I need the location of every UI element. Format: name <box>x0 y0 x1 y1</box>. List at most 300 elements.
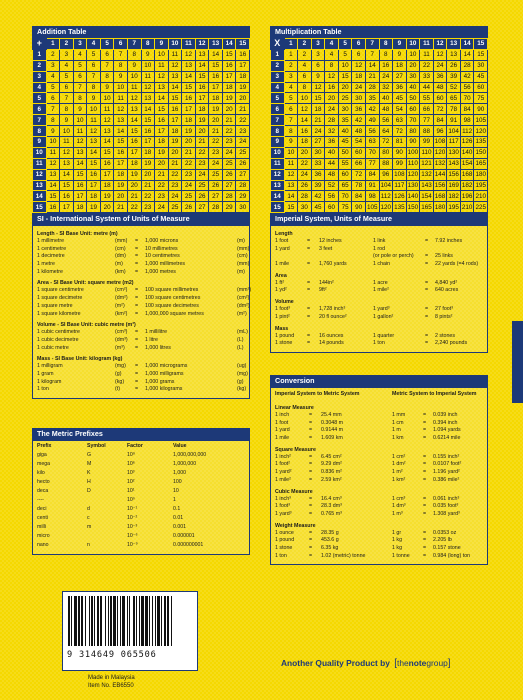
si-unit-row <box>37 287 252 295</box>
imperial-unit-cell: (or pole or perch) <box>373 253 414 260</box>
multiplication-cell: 12 <box>433 49 447 60</box>
multiplication-cell: 180 <box>475 171 486 179</box>
si-unit-cell: 1,000 millimetres <box>145 261 186 268</box>
conversion-cell: 6.45 cm² <box>321 453 342 460</box>
addition-cell: 14 <box>195 60 209 71</box>
conversion-cell: = <box>309 469 313 476</box>
si-unit-cell: 10 centimetres <box>145 253 180 260</box>
multiplication-cell: 55 <box>420 93 434 104</box>
multiplication-cell: 50 <box>338 147 352 158</box>
conversion-cell: 28.3 dm³ <box>321 503 342 510</box>
metric-prefixes-body <box>32 440 250 555</box>
addition-table <box>32 38 250 213</box>
conversion-cell: = <box>309 529 313 536</box>
multiplication-cell: 60 <box>325 202 339 213</box>
multiplication-row <box>271 71 488 82</box>
si-unit-cell: (g) <box>237 378 244 385</box>
imperial-unit-row <box>275 333 483 341</box>
addition-cell: 6 <box>100 49 114 60</box>
imperial-unit-cell: 27 foot³ <box>435 306 453 313</box>
multiplication-cell: 44 <box>325 158 339 169</box>
si-unit-cell: (L) <box>237 336 244 343</box>
addition-cell: 18 <box>236 71 250 82</box>
addition-cell: 11 <box>168 49 182 60</box>
si-section-heading: Length - SI Base Unit: metre (m) <box>37 231 118 237</box>
addition-cell: 15 <box>127 126 141 137</box>
addition-column-header: 9 <box>155 39 169 50</box>
prefix-cell: 0.000000001 <box>173 542 204 548</box>
imperial-body <box>270 225 488 353</box>
multiplication-cell: 56 <box>365 126 379 137</box>
multiplication-cell: 169 <box>448 182 459 190</box>
addition-cell: 16 <box>209 71 223 82</box>
addition-cell: 15 <box>73 169 87 180</box>
addition-cell: 8 <box>100 71 114 82</box>
addition-cell: 26 <box>195 191 209 202</box>
conversion-cell: 1 inch <box>275 412 290 418</box>
multiplication-cell: 48 <box>433 82 447 93</box>
addition-cell: 13 <box>73 147 87 158</box>
multiplication-row <box>271 169 488 180</box>
addition-cell: 24 <box>222 147 236 158</box>
multiplication-table <box>270 38 488 213</box>
multiplication-cell: 140 <box>461 149 473 157</box>
addition-cell: 19 <box>209 104 223 115</box>
prefix-cell: m <box>87 524 92 530</box>
addition-row <box>33 60 250 71</box>
si-unit-cell: (dm) <box>115 253 126 260</box>
si-unit-cell: 1,000 litres <box>145 344 171 351</box>
addition-cell: 10 <box>155 49 169 60</box>
multiplication-cell: 36 <box>433 71 447 82</box>
addition-row-header: 6 <box>33 104 47 115</box>
addition-cell: 9 <box>46 126 60 137</box>
multiplication-cell: 60 <box>474 82 488 93</box>
multiplication-cell: 2 <box>298 49 312 60</box>
imperial-unit-row <box>275 253 483 261</box>
multiplication-row-header: 13 <box>271 180 285 191</box>
addition-cell: 29 <box>236 191 250 202</box>
addition-cell: 24 <box>209 158 223 169</box>
addition-cell: 23 <box>182 169 196 180</box>
addition-cell: 23 <box>168 180 182 191</box>
conversion-cell: 1 km² <box>392 476 406 483</box>
conversion-cell: = <box>423 476 427 483</box>
addition-cell: 27 <box>222 180 236 191</box>
multiplication-row-header: 11 <box>271 158 285 169</box>
addition-cell: 11 <box>100 104 114 115</box>
conversion-cell: = <box>423 453 427 460</box>
imperial-unit-cell: 2,240 pounds <box>435 340 468 347</box>
imperial-unit-cell: 20 fl ounce² <box>319 313 347 320</box>
multiplication-column-header: 11 <box>420 39 434 50</box>
addition-table-panel <box>32 26 250 213</box>
conversion-cell: 1 inch² <box>275 453 291 460</box>
multiplication-cell: 56 <box>460 82 474 93</box>
multiplication-cell: 156 <box>434 182 446 190</box>
multiplication-cell: 60 <box>352 147 366 158</box>
si-unit-cell: (cm) <box>237 253 248 260</box>
multiplication-cell: 180 <box>434 203 446 211</box>
addition-cell: 17 <box>209 82 223 93</box>
multiplication-cell: 182 <box>448 192 459 200</box>
addition-column-header: 4 <box>87 39 101 50</box>
multiplication-cell: 30 <box>352 93 366 104</box>
si-unit-cell: 100 square millimetres <box>145 287 199 294</box>
multiplication-cell: 120 <box>434 149 446 157</box>
addition-cell: 19 <box>100 191 114 202</box>
multiplication-cell: 11 <box>284 158 298 169</box>
si-unit-cell: = <box>135 245 139 252</box>
addition-cell: 7 <box>60 93 74 104</box>
conversion-cell: 0.3048 m <box>321 419 344 426</box>
imperial-unit-row <box>275 340 483 348</box>
multiplication-column-header: 15 <box>474 39 488 50</box>
addition-row <box>33 137 250 148</box>
conversion-cell: = <box>309 503 313 510</box>
multiplication-cell: 60 <box>433 93 447 104</box>
multiplication-cell: 12 <box>298 104 312 115</box>
si-unit-cell: (t) <box>115 386 120 393</box>
si-unit-cell: 1 kilometre <box>37 268 63 275</box>
conversion-row <box>275 545 483 553</box>
made-in-label: Made in Malaysia <box>88 675 135 681</box>
multiplication-cell: 16 <box>379 60 393 71</box>
addition-cell: 22 <box>168 169 182 180</box>
multiplication-cell: 52 <box>447 82 461 93</box>
multiplication-cell: 10 <box>338 60 352 71</box>
prefix-cell: 1 <box>173 497 176 503</box>
si-unit-cell: 1 square centimetre <box>37 287 84 294</box>
multiplication-cell: 154 <box>461 160 473 168</box>
multiplication-cell: 98 <box>460 115 474 126</box>
addition-cell: 8 <box>114 60 128 71</box>
addition-cell: 25 <box>222 158 236 169</box>
conversion-cell: = <box>309 476 313 483</box>
addition-cell: 22 <box>155 180 169 191</box>
conversion-cell: 1 cm³ <box>392 495 406 502</box>
addition-cell: 20 <box>155 158 169 169</box>
conversion-cell: 1.308 yard³ <box>433 510 460 517</box>
multiplication-cell: 132 <box>421 171 432 179</box>
addition-cell: 17 <box>168 115 182 126</box>
addition-row <box>33 126 250 137</box>
addition-cell: 20 <box>127 180 141 191</box>
multiplication-cell: 3 <box>311 49 325 60</box>
addition-cell: 13 <box>46 169 60 180</box>
addition-cell: 11 <box>46 147 60 158</box>
multiplication-cell: 130 <box>448 149 459 157</box>
multiplication-operator-cell: X <box>271 39 285 50</box>
multiplication-cell: 48 <box>379 104 393 115</box>
conversion-cell: = <box>423 412 427 418</box>
addition-cell: 2 <box>46 49 60 60</box>
multiplication-cell: 78 <box>447 104 461 115</box>
conversion-cell: 0.765 m³ <box>321 510 342 517</box>
si-unit-cell: (ug) <box>237 363 247 370</box>
addition-cell: 8 <box>46 115 60 126</box>
multiplication-cell: 15 <box>311 93 325 104</box>
multiplication-cell: 98 <box>365 191 379 202</box>
conversion-cell: 0.039 inch <box>433 412 458 418</box>
multiplication-cell: 91 <box>447 115 461 126</box>
si-unit-cell: (cm³) <box>115 329 128 336</box>
addition-table-title: Addition Table <box>32 26 250 38</box>
prefix-column-header: Factor <box>127 443 143 449</box>
multiplication-cell: 15 <box>284 202 298 213</box>
multiplication-cell: 104 <box>380 182 392 190</box>
addition-cell: 17 <box>141 137 155 148</box>
conversion-cell: 1 gr <box>392 529 402 536</box>
imperial-unit-cell: 1 ft² <box>275 279 285 286</box>
multiplication-cell: 26 <box>298 180 312 191</box>
addition-cell: 18 <box>222 82 236 93</box>
si-unit-cell: (mg) <box>237 370 248 377</box>
si-unit-row <box>37 370 248 379</box>
multiplication-cell: 9 <box>284 137 298 148</box>
si-unit-cell: (mm) <box>237 245 250 252</box>
addition-row-header: 14 <box>33 191 47 202</box>
si-unit-cell: (cm²) <box>237 295 250 302</box>
addition-cell: 16 <box>141 126 155 137</box>
multiplication-row <box>271 104 488 115</box>
addition-cell: 28 <box>209 202 223 213</box>
multiplication-table-panel <box>270 26 488 213</box>
multiplication-cell: 91 <box>365 180 379 191</box>
addition-cell: 7 <box>46 104 60 115</box>
addition-cell: 19 <box>141 158 155 169</box>
addition-cell: 17 <box>60 202 74 213</box>
multiplication-cell: 5 <box>284 93 298 104</box>
addition-cell: 7 <box>100 60 114 71</box>
multiplication-row-header: 15 <box>271 202 285 213</box>
addition-cell: 24 <box>168 191 182 202</box>
conversion-cell: 16.4 cm³ <box>321 495 342 502</box>
addition-cell: 17 <box>222 71 236 82</box>
conversion-cell: 1 mile <box>275 435 290 442</box>
conversion-cell: 1 foot² <box>275 461 291 468</box>
conversion-cell: 0.0107 foot² <box>433 461 462 468</box>
multiplication-cell: 72 <box>352 169 366 180</box>
multiplication-cell: 27 <box>393 71 407 82</box>
multiplication-cell: 168 <box>461 171 473 179</box>
addition-cell: 15 <box>87 158 101 169</box>
si-unit-cell: 1,000,000 square metres <box>145 310 204 317</box>
imperial-unit-cell: = <box>425 313 429 320</box>
metric-to-imperial-heading: Metric System to Imperial System <box>392 391 477 397</box>
barcode-bar <box>172 596 173 646</box>
addition-cell: 17 <box>155 126 169 137</box>
prefix-cell: H <box>87 479 91 485</box>
multiplication-column-header: 4 <box>325 39 339 50</box>
addition-cell: 18 <box>209 93 223 104</box>
conversion-cell: = <box>309 552 313 559</box>
brand-bracket-open: [ <box>394 658 397 669</box>
si-unit-cell: 1,000 metres <box>145 268 176 275</box>
si-unit-cell: (mm) <box>115 238 128 244</box>
conversion-row <box>275 454 483 462</box>
multiplication-cell: 42 <box>460 71 474 82</box>
prefix-row <box>37 470 245 479</box>
multiplication-cell: 12 <box>352 60 366 71</box>
multiplication-column-header: 6 <box>352 39 366 50</box>
imperial-unit-cell: = <box>425 306 429 313</box>
multiplication-row-header: 10 <box>271 147 285 158</box>
si-unit-cell: (kg) <box>115 378 125 385</box>
conversion-cell: = <box>309 419 313 426</box>
si-unit-row <box>37 238 245 246</box>
addition-cell: 19 <box>87 202 101 213</box>
addition-cell: 22 <box>222 126 236 137</box>
addition-cell: 15 <box>195 71 209 82</box>
addition-cell: 17 <box>100 169 114 180</box>
si-unit-cell: 1 cubic decimetre <box>37 336 79 343</box>
multiplication-cell: 10 <box>406 49 420 60</box>
multiplication-cell: 108 <box>434 138 446 146</box>
prefix-cell: n <box>87 542 90 548</box>
multiplication-cell: 42 <box>352 115 366 126</box>
multiplication-cell: 48 <box>352 126 366 137</box>
multiplication-cell: 20 <box>338 82 352 93</box>
addition-row <box>33 158 250 169</box>
si-unit-cell: 1 milligram <box>37 363 63 370</box>
si-unit-cell: = <box>135 386 139 393</box>
si-unit-cell: 10 millimetres <box>145 245 178 252</box>
multiplication-cell: 11 <box>420 49 434 60</box>
multiplication-cell: 25 <box>338 93 352 104</box>
si-unit-cell: 1 millimetre <box>37 238 65 244</box>
si-unit-cell: = <box>135 287 139 294</box>
multiplication-cell: 117 <box>394 182 405 190</box>
prefix-column-header: Value <box>173 443 187 449</box>
addition-cell: 17 <box>114 158 128 169</box>
addition-cell: 16 <box>87 169 101 180</box>
prefix-cell: 0.000001 <box>173 533 195 539</box>
conversion-row <box>275 420 483 428</box>
multiplication-row <box>271 126 488 137</box>
multiplication-cell: 18 <box>298 137 312 148</box>
addition-cell: 10 <box>73 115 87 126</box>
imperial-unit-cell: = <box>425 279 429 286</box>
conversion-cell: = <box>309 435 313 442</box>
multiplication-cell: 45 <box>474 71 488 82</box>
si-unit-cell: 1,000 microns <box>145 238 179 244</box>
addition-cell: 22 <box>182 158 196 169</box>
addition-row-header: 11 <box>33 158 47 169</box>
addition-cell: 15 <box>141 115 155 126</box>
addition-row <box>33 191 250 202</box>
item-number-label: Item No. EB6550 <box>88 683 134 689</box>
multiplication-cell: 18 <box>352 71 366 82</box>
si-unit-cell: = <box>135 329 139 336</box>
addition-cell: 12 <box>87 126 101 137</box>
multiplication-cell: 135 <box>475 138 486 146</box>
multiplication-cell: 24 <box>325 104 339 115</box>
multiplication-cell: 80 <box>379 147 393 158</box>
si-unit-cell: (m³) <box>115 344 125 351</box>
imperial-unit-row <box>275 314 483 322</box>
multiplication-row <box>271 93 488 104</box>
addition-cell: 9 <box>73 104 87 115</box>
imperial-unit-cell: = <box>307 287 311 294</box>
addition-cell: 17 <box>236 60 250 71</box>
multiplication-cell: 4 <box>298 60 312 71</box>
prefix-cell: milli <box>37 524 46 530</box>
multiplication-row <box>271 82 488 93</box>
multiplication-cell: 10 <box>284 147 298 158</box>
addition-row <box>33 49 250 60</box>
multiplication-row-header: 2 <box>271 60 285 71</box>
si-unit-row <box>37 253 248 261</box>
si-unit-cell: 1 metre <box>37 261 55 268</box>
multiplication-cell: 88 <box>420 126 434 137</box>
imperial-unit-cell: 1 foot <box>275 238 289 244</box>
conversion-cell: 1 mm <box>392 412 406 418</box>
multiplication-cell: 12 <box>311 82 325 93</box>
imperial-unit-cell: = <box>425 261 429 268</box>
addition-cell: 18 <box>127 158 141 169</box>
prefix-cell: 10⁻³ <box>127 524 138 530</box>
addition-cell: 23 <box>236 126 250 137</box>
conversion-row <box>275 530 483 538</box>
multiplication-cell: 22 <box>420 60 434 71</box>
imperial-unit-cell: 1,760 yards <box>319 261 347 268</box>
multiplication-column-header: 13 <box>447 39 461 50</box>
addition-cell: 19 <box>222 93 236 104</box>
addition-column-header: 13 <box>209 39 223 50</box>
addition-cell: 13 <box>60 158 74 169</box>
metric-prefixes-panel <box>32 428 250 555</box>
barcode-bars <box>68 596 192 646</box>
si-unit-cell: 1 square decimetre <box>37 295 83 302</box>
addition-cell: 26 <box>236 158 250 169</box>
imperial-unit-cell: = <box>307 261 311 268</box>
si-unit-cell: 100 square centimetres <box>145 295 201 302</box>
barcode <box>62 591 198 671</box>
conversion-section-heading: Weight Measure <box>275 522 316 529</box>
multiplication-row <box>271 180 488 191</box>
multiplication-cell: 100 <box>407 149 419 157</box>
multiplication-cell: 64 <box>379 126 393 137</box>
si-unit-cell: (dm²) <box>115 295 128 302</box>
multiplication-cell: 18 <box>393 60 407 71</box>
multiplication-row-header: 14 <box>271 191 285 202</box>
si-units-panel <box>32 213 250 399</box>
conversion-row <box>275 537 483 545</box>
multiplication-cell: 66 <box>420 104 434 115</box>
si-unit-cell: 1,000 grams <box>145 378 175 385</box>
addition-cell: 8 <box>60 104 74 115</box>
multiplication-cell: 45 <box>338 137 352 148</box>
addition-cell: 16 <box>127 137 141 148</box>
multiplication-cell: 126 <box>394 192 405 200</box>
multiplication-cell: 24 <box>433 60 447 71</box>
conversion-cell: 2.59 km² <box>321 476 342 483</box>
si-unit-cell: = <box>135 302 139 309</box>
prefix-row <box>37 506 245 515</box>
conversion-cell: 6.35 kg <box>321 544 339 551</box>
conversion-row <box>275 412 483 420</box>
imperial-unit-cell: = <box>307 340 311 347</box>
addition-cell: 25 <box>209 169 223 180</box>
addition-cell: 6 <box>60 82 74 93</box>
addition-cell: 11 <box>127 82 141 93</box>
multiplication-cell: 21 <box>311 115 325 126</box>
addition-row-header: 2 <box>33 60 47 71</box>
imperial-unit-cell: = <box>307 313 311 320</box>
multiplication-cell: 24 <box>379 71 393 82</box>
multiplication-cell: 77 <box>365 158 379 169</box>
